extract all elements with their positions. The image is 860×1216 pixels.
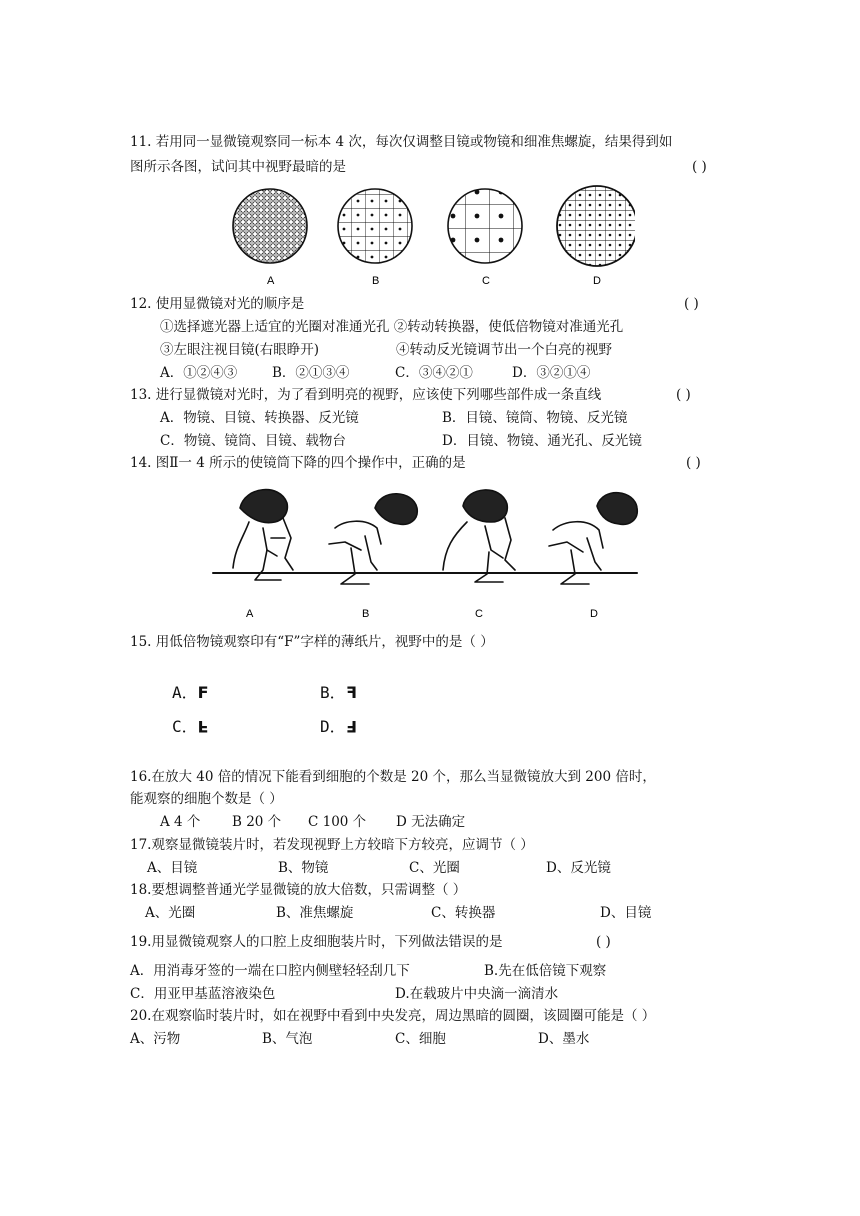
q17-option-c: C、光圈: [409, 860, 460, 876]
q16-option-d: D 无法确定: [396, 814, 466, 830]
q12-option-c: C．③④②①: [395, 365, 473, 381]
q16-stem-line2: 能观察的细胞个数是（ ）: [130, 791, 283, 807]
q13-option-a: A．物镜、目镜、转换器、反光镜: [160, 410, 359, 426]
operation-label-b: B: [362, 608, 370, 620]
operation-label-a: A: [246, 608, 254, 620]
q16-option-b: B 20 个: [232, 814, 282, 830]
q16-option-c: C 100 个: [308, 814, 367, 830]
q15-option-d: [320, 714, 357, 737]
q15-option-c: [172, 714, 209, 737]
q12-option-a: A．①②④③: [160, 365, 238, 381]
operation-label-c: C: [475, 608, 483, 620]
q20-stem: 20.在观察临时装片时，如在视野中看到中央发亮，周边黑暗的圆圈，该圆圈可能是（ ）: [130, 1008, 656, 1024]
q11-stem-line1: 11. 若用同一显微镜观察同一标本 4 次，每次仅调整目镜或物镜和细准焦螺旋，结果得到如: [130, 134, 673, 150]
q20-option-b: B、气泡: [262, 1031, 313, 1047]
q14-stem: 14. 图Ⅱ一 4 所示的使镜筒下降的四个操作中，正确的是: [130, 455, 466, 471]
q12-step-3: ③左眼注视目镜(右眼睁开): [160, 342, 320, 358]
q15-option-a-glyph: F: [197, 683, 209, 702]
q18-stem: 18.要想调整普通光学显微镜的放大倍数，只需调整（ ）: [130, 882, 467, 898]
q15-option-a: [172, 680, 209, 703]
q15-option-c-label: C．: [172, 717, 198, 736]
q11-microscope-fields-figure: [225, 180, 635, 290]
q19-option-b: B.先在低倍镜下观察: [484, 963, 607, 979]
q13-answer-bracket: ( ): [676, 387, 691, 403]
q15-option-b: [320, 680, 357, 703]
q20-option-d: D、墨水: [538, 1031, 590, 1047]
q19-answer-bracket: ( ): [596, 934, 611, 950]
q17-option-d: D、反光镜: [546, 860, 611, 876]
q18-option-a: A、光圈: [145, 905, 196, 921]
field-label-c: C: [482, 275, 490, 287]
operation-b: [329, 494, 417, 584]
q12-steps-line1: ①选择遮光器上适宜的光圈对准通光孔 ②转动转换器，使低倍物镜对准通光孔: [160, 319, 624, 335]
q12-step-4: ④转动反光镜调节出一个白亮的视野: [396, 342, 612, 358]
field-label-d: D: [593, 275, 601, 287]
field-d: [557, 186, 635, 266]
q19-option-a: A．用消毒牙签的一端在口腔内侧壁轻轻刮几下: [130, 963, 410, 979]
q15-option-b-glyph: F: [345, 683, 357, 702]
q12-option-b: B．②①③④: [272, 365, 350, 381]
q13-option-b: B．目镜、镜筒、物镜、反光镜: [442, 410, 628, 426]
q15-stem: 15. 用低倍物镜观察印有“F”字样的薄纸片，视野中的是（ ）: [130, 634, 494, 650]
operation-c: [443, 490, 515, 582]
q18-option-c: C、转换器: [431, 905, 496, 921]
operation-a: [233, 490, 293, 580]
q19-option-d: D.在载玻片中央滴一滴清水: [395, 986, 559, 1002]
q11-answer-bracket: ( ): [692, 159, 707, 175]
operation-label-d: D: [590, 608, 598, 620]
q18-option-b: B、准焦螺旋: [276, 905, 354, 921]
q20-option-a: A、污物: [130, 1031, 181, 1047]
q11-stem-line2: 图所示各图，试问其中视野最暗的是: [130, 159, 346, 175]
q15-option-a-label: A．: [172, 683, 198, 702]
q16-option-a: A 4 个: [160, 814, 201, 830]
q17-option-a: A、目镜: [147, 860, 198, 876]
q13-stem: 13. 进行显微镜对光时，为了看到明亮的视野，应该使下列哪些部件成一条直线: [130, 387, 602, 403]
q12-stem: 12. 使用显微镜对光的顺序是: [130, 296, 305, 312]
q15-option-c-glyph: F: [197, 717, 209, 736]
q12-answer-bracket: ( ): [684, 296, 699, 312]
field-a: [233, 189, 307, 263]
q15-option-b-label: B．: [320, 683, 346, 702]
q13-option-c: C．物镜、镜筒、目镜、载物台: [160, 433, 346, 449]
q16-stem-line1: 16.在放大 40 倍的情况下能看到细胞的个数是 20 个，那么当显微镜放大到 200 倍时，: [130, 769, 656, 785]
q18-option-d: D、目镜: [600, 905, 652, 921]
q20-option-c: C、细胞: [395, 1031, 446, 1047]
field-label-b: B: [372, 275, 380, 287]
q15-option-d-label: D．: [320, 717, 346, 736]
q14-microscope-operation-figure: [205, 478, 645, 623]
q13-option-d: D．目镜、物镜、通光孔、反光镜: [442, 433, 642, 449]
field-c: [448, 189, 522, 263]
field-b: [338, 189, 412, 263]
q19-option-c: C．用亚甲基蓝溶液染色: [130, 986, 276, 1002]
q15-option-d-glyph: F: [345, 717, 357, 736]
field-label-a: A: [267, 275, 275, 287]
operation-d: [549, 493, 637, 584]
q19-stem: 19.用显微镜观察人的口腔上皮细胞装片时，下列做法错误的是: [130, 934, 503, 950]
q17-option-b: B、物镜: [278, 860, 329, 876]
q17-stem: 17.观察显微镜装片时，若发现视野上方较暗下方较亮，应调节（ ）: [130, 837, 534, 853]
q14-answer-bracket: ( ): [686, 455, 701, 471]
q12-option-d: D．③②①④: [512, 365, 591, 381]
